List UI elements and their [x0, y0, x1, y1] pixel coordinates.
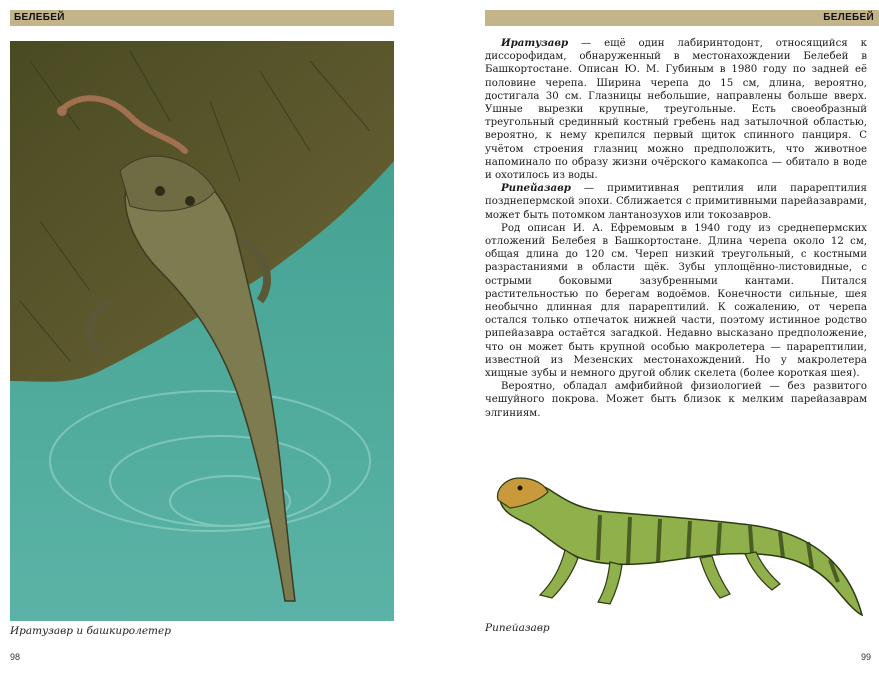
left-running-header: БЕЛЕБЕЙ — [10, 10, 394, 26]
paragraph-text: — примитивная рептилия или парарептилия позднепермской эпохи. Сближается с примитивными парейазаврами, может быть потомком лантанозухов или токозавров. — [485, 183, 867, 221]
rhipaeosaurus-illustration — [490, 470, 875, 625]
paragraph-rhipaeosaurus — [485, 182, 867, 222]
paragraph-text: Вероятно, обладал амфибийной физиологией — без развитого чешуйного покрова. Может быть близок к мелким парейазаврам элгиниям. — [485, 381, 867, 419]
illustration-svg — [10, 41, 394, 621]
article-text — [485, 37, 867, 420]
paragraph-iratusaurus — [485, 37, 867, 182]
right-page — [440, 0, 879, 673]
right-running-header: БЕЛЕБЕЙ — [485, 10, 879, 26]
left-page-number: 98 — [10, 652, 21, 662]
paragraph-text: — ещё один лабиринтодонт, относящийся к диссорофидам, обнаруженный в местонахождении Белебей в Башкортостане. Описан Ю. М. Губиным в 1980 году по задней её половине черепа. Ширина черепа до 15 см, длина, вероятно, достигала 30 см. Глазницы небольшие, направлены больше вверх. Ушные вырезки крупные, треугольные. Есть своеобразный треугольный срединный костный гребень над затылочной областью, вероятно, к нему крепился первый щиток спинного панциря. С учётом строения глазниц можно предположить, что животное напоминало по образу жизни очёрского камакопса — обитало в воде и охотилось из воды. — [485, 38, 867, 182]
left-illustration-caption: Иратузавр и башкиролетер — [10, 625, 171, 637]
right-page-number: 99 — [860, 652, 871, 662]
paragraph-genus-description — [485, 222, 867, 380]
paragraph-physiology — [485, 380, 867, 420]
iratusaurus-bashkyroleter-illustration — [10, 41, 394, 621]
term-rhipaeosaurus: Рипейазавр — [501, 182, 571, 195]
paragraph-text: Род описан И. А. Ефремовым в 1940 году из среднепермских отложений Белебея в Башкортостане. Длина черепа около 12 см, общая длина до 120 см. Череп низкий треугольный, с костными разрастаниями в области щёк. Зубы уплощённо-листовидные, с острыми боковыми зазубренными кантами. Питался растительностью по берегам водоёмов. Конечности сильные, шея необычно длинная для парарептилий. К сожалению, от черепа остался только отпечаток нижней части, поэтому истинное родство рипейазавра остаётся загадкой. Недавно высказано предположение, что он может быть крупной особью макролетера — парарептилии, известной из Мезенских местонахождений. Но у макролетера хищные зубы и немного другой облик скелета (более короткая шея). — [485, 222, 867, 380]
right-illustration-caption: Рипейазавр — [485, 622, 550, 634]
rhipaeosaurus-svg — [490, 470, 875, 625]
term-iratusaurus: Иратузавр — [501, 37, 569, 49]
